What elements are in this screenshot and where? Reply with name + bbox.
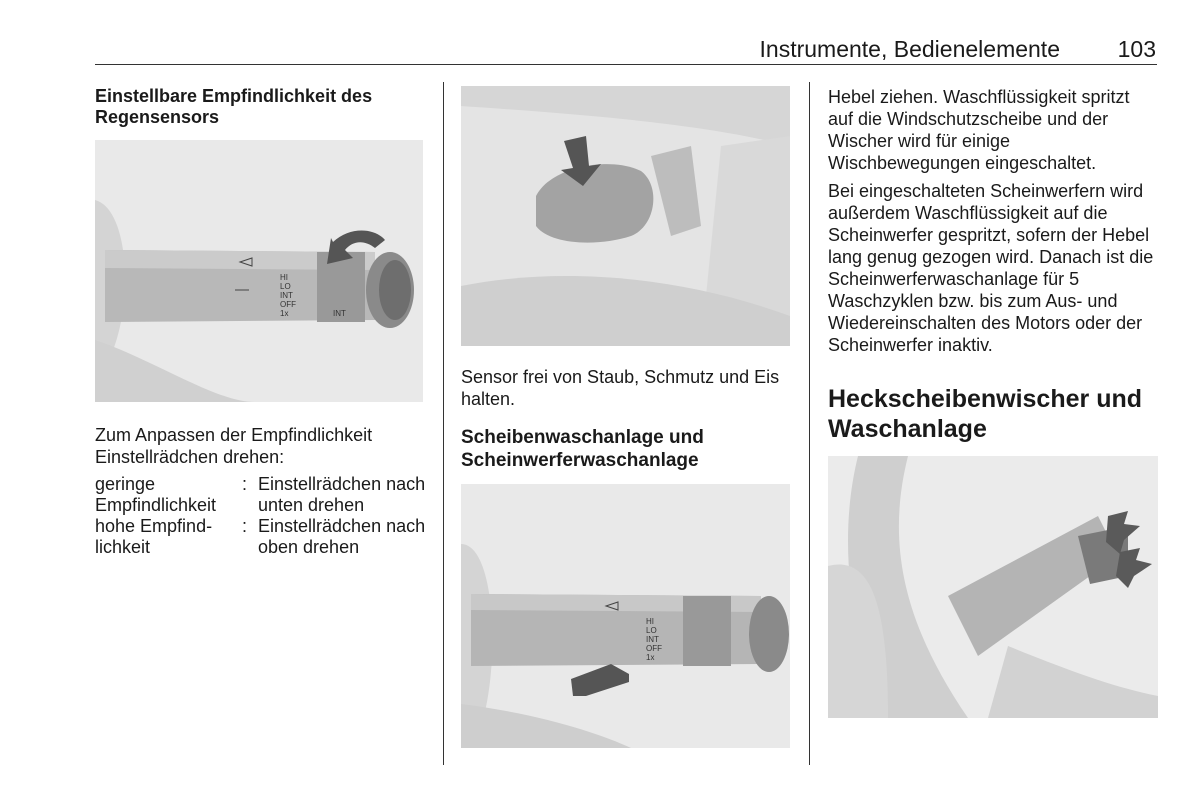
ring-label: OFF [646,644,662,653]
column-divider [443,82,444,765]
rain-sensor-heading: Einstellbare Empfindlichkeit des Regensensors [95,86,373,127]
table-separator: : [242,516,248,536]
ring-label: INT [280,291,293,300]
table-desc: Einstellrädchen nach oben drehen [258,516,426,557]
washer-heading: Scheibenwaschanlage und Scheinwerferwaschanlage [461,427,704,471]
dial-label: INT [333,309,346,318]
ring-label: 1x [280,309,289,318]
header-rule [95,64,1157,65]
table-separator: : [242,474,248,494]
ring-label: INT [646,635,659,644]
sensitivity-table [95,474,430,558]
ring-label: HI [280,273,288,282]
rear-wiper-figure [828,456,1158,718]
rain-sensor-location-figure [461,86,790,346]
ring-label: 1x [646,653,655,662]
ring-label: OFF [280,300,296,309]
rear-wiper-heading: Heckscheibenwischer und Waschanlage [828,385,1143,443]
ring-label: HI [646,617,654,626]
table-row [95,474,430,516]
keep-clean-note: Sensor frei von Staub, Schmutz und Eis halten. [461,367,780,409]
adjust-instructions: Zum Anpassen der Empfindlichkeit Einstellrädchen drehen: [95,425,373,467]
pull-arrow-icon [571,664,629,696]
rain-sensor-figure [95,140,423,402]
ring-label: LO [646,626,657,635]
washer-instructions: Hebel ziehen. Waschflüssigkeit spritzt auf die Windschutzscheibe und der Wischer wird für einige Wischbewegungen eingeschaltet. [828,87,1130,173]
ring-label: LO [280,282,291,291]
table-desc: Einstellrädchen nach unten drehen [258,474,426,515]
headlamp-washer-info: Bei eingeschalteten Scheinwerfern wird außerdem Waschflüssigkeit auf die Scheinwerfer gespritzt, sofern der Hebel lang genug gezogen wird. Danach ist die Scheinwerferwaschanlage für 5 Waschzyklen bzw. bis zum Aus- und Wiedereinschalten des Motors oder der Scheinwerfer inaktiv. [828,181,1154,355]
page-number: 103 [1117,36,1156,62]
column-divider [809,82,810,765]
table-row [95,516,430,558]
table-term: geringe Empfindlichkeit [95,474,217,515]
adjust-wheel [683,596,731,666]
table-term: hohe Empfind-lichkeit [95,516,213,557]
washer-lever-figure [461,484,790,748]
section-title: Instrumente, Bedienelemente [759,36,1060,62]
